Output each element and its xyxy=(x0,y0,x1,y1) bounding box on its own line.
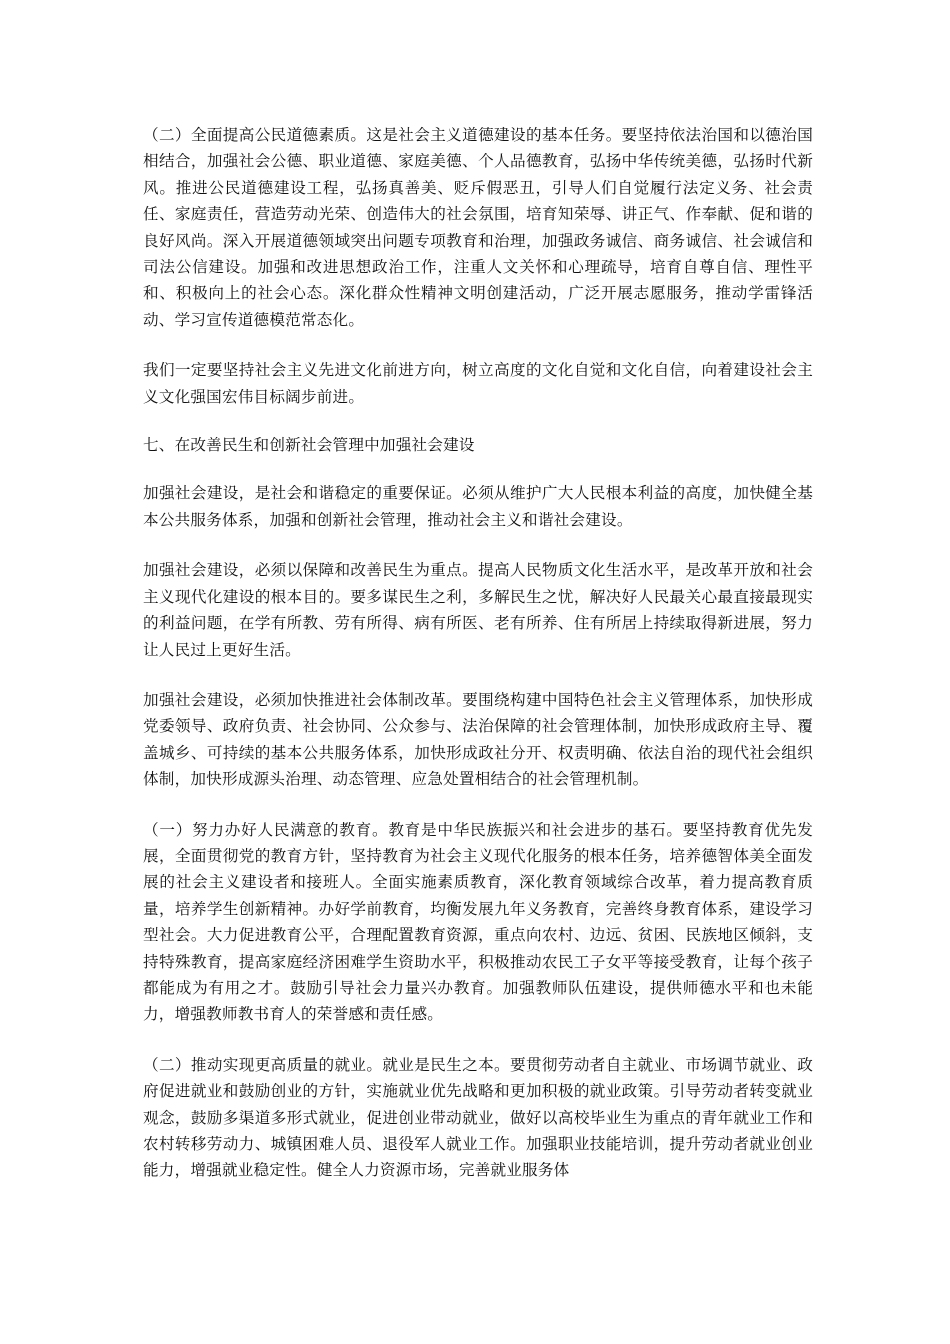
section-heading-social-construction: 七、在改善民生和创新社会管理中加强社会建设 xyxy=(143,436,475,455)
paragraph-citizen-morality: （二）全面提高公民道德素质。这是社会主义道德建设的基本任务。要坚持依法治国和以德治国相结合，加强社会公德、职业道德、家庭美德、个人品德教育，弘扬中华传统美德，弘扬时代新风。推进公民道德建设工程，弘扬真善美、贬斥假恶丑，引导人们自觉履行法定义务、社会责任、家庭责任，营造劳动光荣、创造伟大的社会氛围，培育知荣辱、讲正气、作奉献、促和谐的良好风尚。深入开展道德领域突出问题专项教育和治理，加强政务诚信、商务诚信、社会诚信和司法公信建设。加强和改进思想政治工作，注重人文关怀和心理疏导，培育自尊自信、理性平和、积极向上的社会心态。深化群众性精神文明创建活动，广泛开展志愿服务，推动学雷锋活动、学习宣传道德模范常态化。 xyxy=(143,126,813,329)
paragraph-livelihood-focus: 加强社会建设，必须以保障和改善民生为重点。提高人民物质文化生活水平，是改革开放和社会主义现代化建设的根本目的。要多谋民生之利，多解民生之忧，解决好人民最关心最直接最现实的利益问题，在学有所教、劳有所得、病有所医、老有所养、住有所居上持续取得新进展，努力让人民过上更好生活。 xyxy=(143,561,813,659)
paragraph-social-construction-intro: 加强社会建设，是社会和谐稳定的重要保证。必须从维护广大人民根本利益的高度，加快健全基本公共服务体系，加强和创新社会管理，推动社会主义和谐社会建设。 xyxy=(143,484,813,529)
paragraph-employment: （二）推动实现更高质量的就业。就业是民生之本。要贯彻劳动者自主就业、市场调节就业、政府促进就业和鼓励创业的方针，实施就业优先战略和更加积极的就业政策。引导劳动者转变就业观念，鼓励多渠道多形式就业，促进创业带动就业，做好以高校毕业生为重点的青年就业工作和农村转移劳动力、城镇困难人员、退役军人就业工作。加强职业技能培训，提升劳动者就业创业能力，增强就业稳定性。健全人力资源市场，完善就业服务体 xyxy=(143,1055,813,1180)
document-body xyxy=(143,122,813,1184)
paragraph-education: （一）努力办好人民满意的教育。教育是中华民族振兴和社会进步的基石。要坚持教育优先发展，全面贯彻党的教育方针，坚持教育为社会主义现代化服务的根本任务，培养德智体美全面发展的社会主义建设者和接班人。全面实施素质教育，深化教育领域综合改革，着力提高教育质量，培养学生创新精神。办好学前教育，均衡发展九年义务教育，完善终身教育体系，建设学习型社会。大力促进教育公平，合理配置教育资源，重点向农村、边远、贫困、民族地区倾斜，支持特殊教育，提高家庭经济困难学生资助水平，积极推动农民工子女平等接受教育，让每个孩子都能成为有用之才。鼓励引导社会力量兴办教育。加强教师队伍建设，提供师德水平和也未能力，增强教师教书育人的荣誉感和责任感。 xyxy=(143,820,813,1024)
paragraph-social-system-reform: 加强社会建设，必须加快推进社会体制改革。要围绕构建中国特色社会主义管理体系，加快形成党委领导、政府负责、社会协同、公众参与、法治保障的社会管理体制，加快形成政府主导、覆盖城乡、可持续的基本公共服务体系，加快形成政社分开、权责明确、依法自治的现代社会组织体制，加快形成源头治理、动态管理、应急处置相结合的社会管理机制。 xyxy=(143,690,813,789)
paragraph-cultural-direction: 我们一定要坚持社会主义先进文化前进方向，树立高度的文化自觉和文化自信，向着建设社会主义文化强国宏伟目标阔步前进。 xyxy=(143,361,813,406)
